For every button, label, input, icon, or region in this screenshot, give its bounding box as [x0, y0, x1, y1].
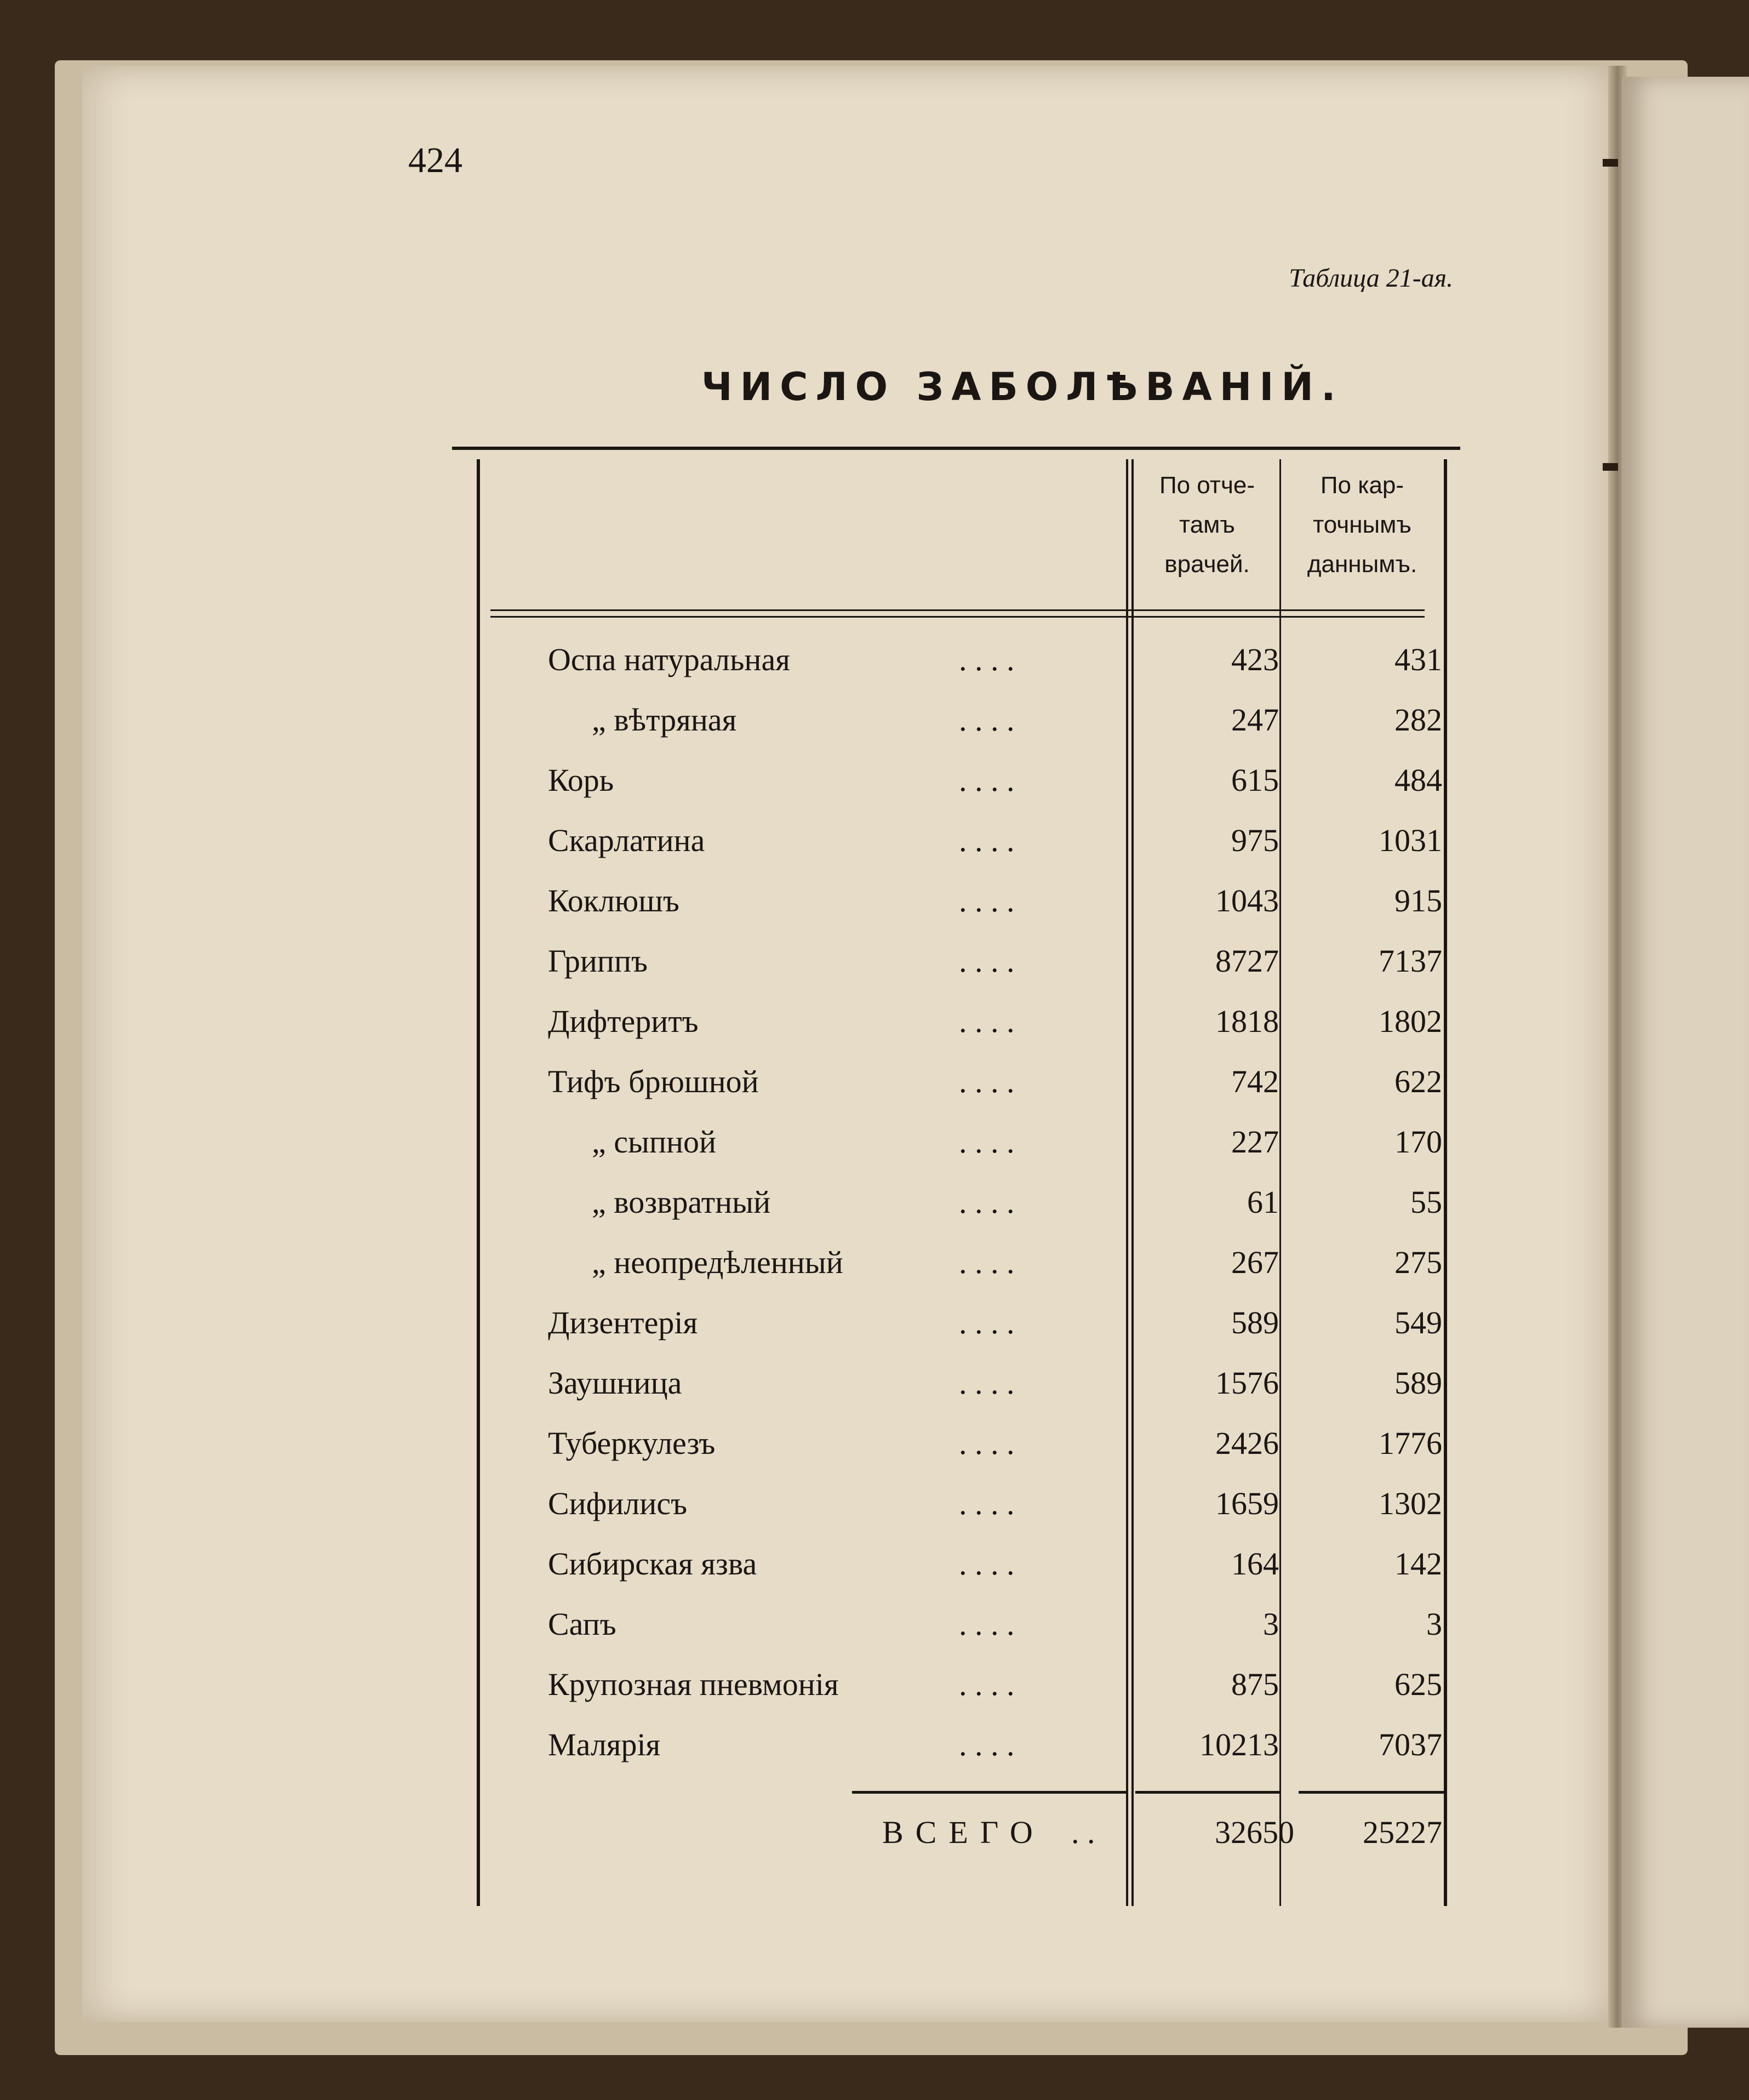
cell-cards: 549 [1394, 1305, 1442, 1340]
binding-thread [1603, 159, 1618, 167]
row-label: Дифтеритъ [548, 1003, 699, 1039]
total-label: ВСЕГО [882, 1814, 1045, 1850]
cell-cards: 1776 [1379, 1425, 1442, 1461]
leader-dots: . . . . [959, 883, 1015, 918]
cell-doctors: 247 [1231, 702, 1279, 738]
leader-dots: . . . . [959, 1365, 1015, 1401]
cell-doctors: 10213 [1199, 1727, 1279, 1762]
row-label: Коклюшъ [548, 883, 679, 918]
cell-doctors: 423 [1231, 642, 1279, 677]
leader-dots: . . . . [959, 702, 1015, 738]
cell-doctors: 61 [1247, 1184, 1279, 1220]
cell-doctors: 975 [1231, 823, 1279, 858]
cell-doctors: 8727 [1215, 943, 1279, 979]
cell-doctors: 1659 [1215, 1486, 1279, 1521]
leader-dots: . . . . [959, 1184, 1015, 1220]
cell-doctors: 875 [1231, 1667, 1279, 1702]
cell-doctors: 615 [1231, 762, 1279, 798]
leader-dots: . . . . [959, 1727, 1015, 1762]
cell-cards: 7037 [1379, 1727, 1442, 1762]
row-label: Сибирская язва [548, 1546, 757, 1582]
cell-doctors: 227 [1231, 1124, 1279, 1160]
cell-cards: 589 [1394, 1365, 1442, 1401]
header-rule [490, 609, 1425, 611]
cell-cards: 1031 [1379, 823, 1442, 858]
cell-doctors: 267 [1231, 1245, 1279, 1280]
cell-cards: 3 [1426, 1606, 1442, 1642]
column-divider [1131, 459, 1134, 1906]
leader-dots: . . . . [959, 1064, 1015, 1099]
leader-dots: . . . . [959, 1245, 1015, 1280]
total-rule [1135, 1791, 1279, 1794]
cell-cards: 7137 [1379, 943, 1442, 979]
cell-doctors: 2426 [1215, 1425, 1279, 1461]
leader-dots: . . . . [959, 1124, 1015, 1160]
binding-thread [1603, 463, 1618, 471]
row-label: Гриппъ [548, 943, 648, 979]
leader-dots: . . . . [959, 1425, 1015, 1461]
cell-doctors: 1818 [1215, 1003, 1279, 1039]
cell-doctors: 589 [1231, 1305, 1279, 1340]
cell-cards: 142 [1394, 1546, 1442, 1582]
row-label: Крупозная пневмонія [548, 1667, 839, 1702]
row-label: Оспа натуральная [548, 642, 790, 677]
row-label: Заушница [548, 1365, 682, 1401]
leader-dots: . . . . [959, 1546, 1015, 1582]
leader-dots: . . . . [959, 1486, 1015, 1521]
leader-dots: . . . . [959, 762, 1015, 798]
cell-doctors: 1576 [1215, 1365, 1279, 1401]
leader-dots: . . . . [959, 823, 1015, 858]
cell-doctors: 164 [1231, 1546, 1279, 1582]
row-label: Корь [548, 762, 614, 798]
cell-cards: 275 [1394, 1245, 1442, 1280]
row-label: Дизентерія [548, 1305, 698, 1340]
cell-cards: 915 [1394, 883, 1442, 918]
row-label: „ сыпной [592, 1124, 717, 1160]
total-rule [852, 1791, 1126, 1794]
leader-dots: . . . . [959, 1003, 1015, 1039]
cell-cards: 622 [1394, 1064, 1442, 1099]
cell-cards: 1802 [1379, 1003, 1442, 1039]
header-rule [490, 616, 1425, 618]
leader-dots: . . . . [959, 1667, 1015, 1702]
row-label: „ неопредѣленный [592, 1245, 843, 1280]
total-cards: 25227 [1363, 1814, 1442, 1850]
table-left-rule [477, 459, 480, 1906]
facing-page [1622, 77, 1749, 2028]
row-label: „ вѣтряная [592, 702, 737, 738]
cell-cards: 484 [1394, 762, 1442, 798]
cell-doctors: 1043 [1215, 883, 1279, 918]
cell-cards: 1302 [1379, 1486, 1442, 1521]
row-label: Сифилисъ [548, 1486, 688, 1521]
cell-doctors: 742 [1231, 1064, 1279, 1099]
total-doctors: 32650 [1215, 1814, 1294, 1850]
header-col-cards: По кар- точнымъ даннымъ. [1307, 472, 1418, 578]
leader-dots: . . . . [959, 1606, 1015, 1642]
table-label: Таблица 21-ая. [1289, 264, 1453, 293]
cell-doctors: 3 [1263, 1606, 1279, 1642]
row-label: Малярія [548, 1727, 661, 1762]
table-right-rule [1444, 459, 1447, 1906]
table-top-rule [452, 447, 1460, 450]
cell-cards: 625 [1394, 1667, 1442, 1702]
cell-cards: 55 [1410, 1184, 1442, 1220]
row-label: Тифъ брюшной [548, 1064, 759, 1099]
row-label: Туберкулезъ [548, 1425, 716, 1461]
cell-cards: 431 [1394, 642, 1442, 677]
row-label: Сапъ [548, 1606, 616, 1642]
cell-cards: 170 [1394, 1124, 1442, 1160]
column-divider [1126, 459, 1128, 1906]
total-leader-dots: . . [1071, 1814, 1095, 1850]
row-label: „ возвратный [592, 1184, 771, 1220]
cell-cards: 282 [1394, 702, 1442, 738]
row-label: Скарлатина [548, 823, 705, 858]
leader-dots: . . . . [959, 1305, 1015, 1340]
total-rule [1299, 1791, 1444, 1794]
table-title: ЧИСЛО ЗАБОЛѢВАНІЙ. [701, 364, 1344, 409]
page-number: 424 [408, 140, 462, 180]
column-divider [1279, 459, 1281, 1906]
header-col-doctors: По отче- тамъ врачей. [1159, 472, 1255, 578]
leader-dots: . . . . [959, 943, 1015, 979]
leader-dots: . . . . [959, 642, 1015, 677]
